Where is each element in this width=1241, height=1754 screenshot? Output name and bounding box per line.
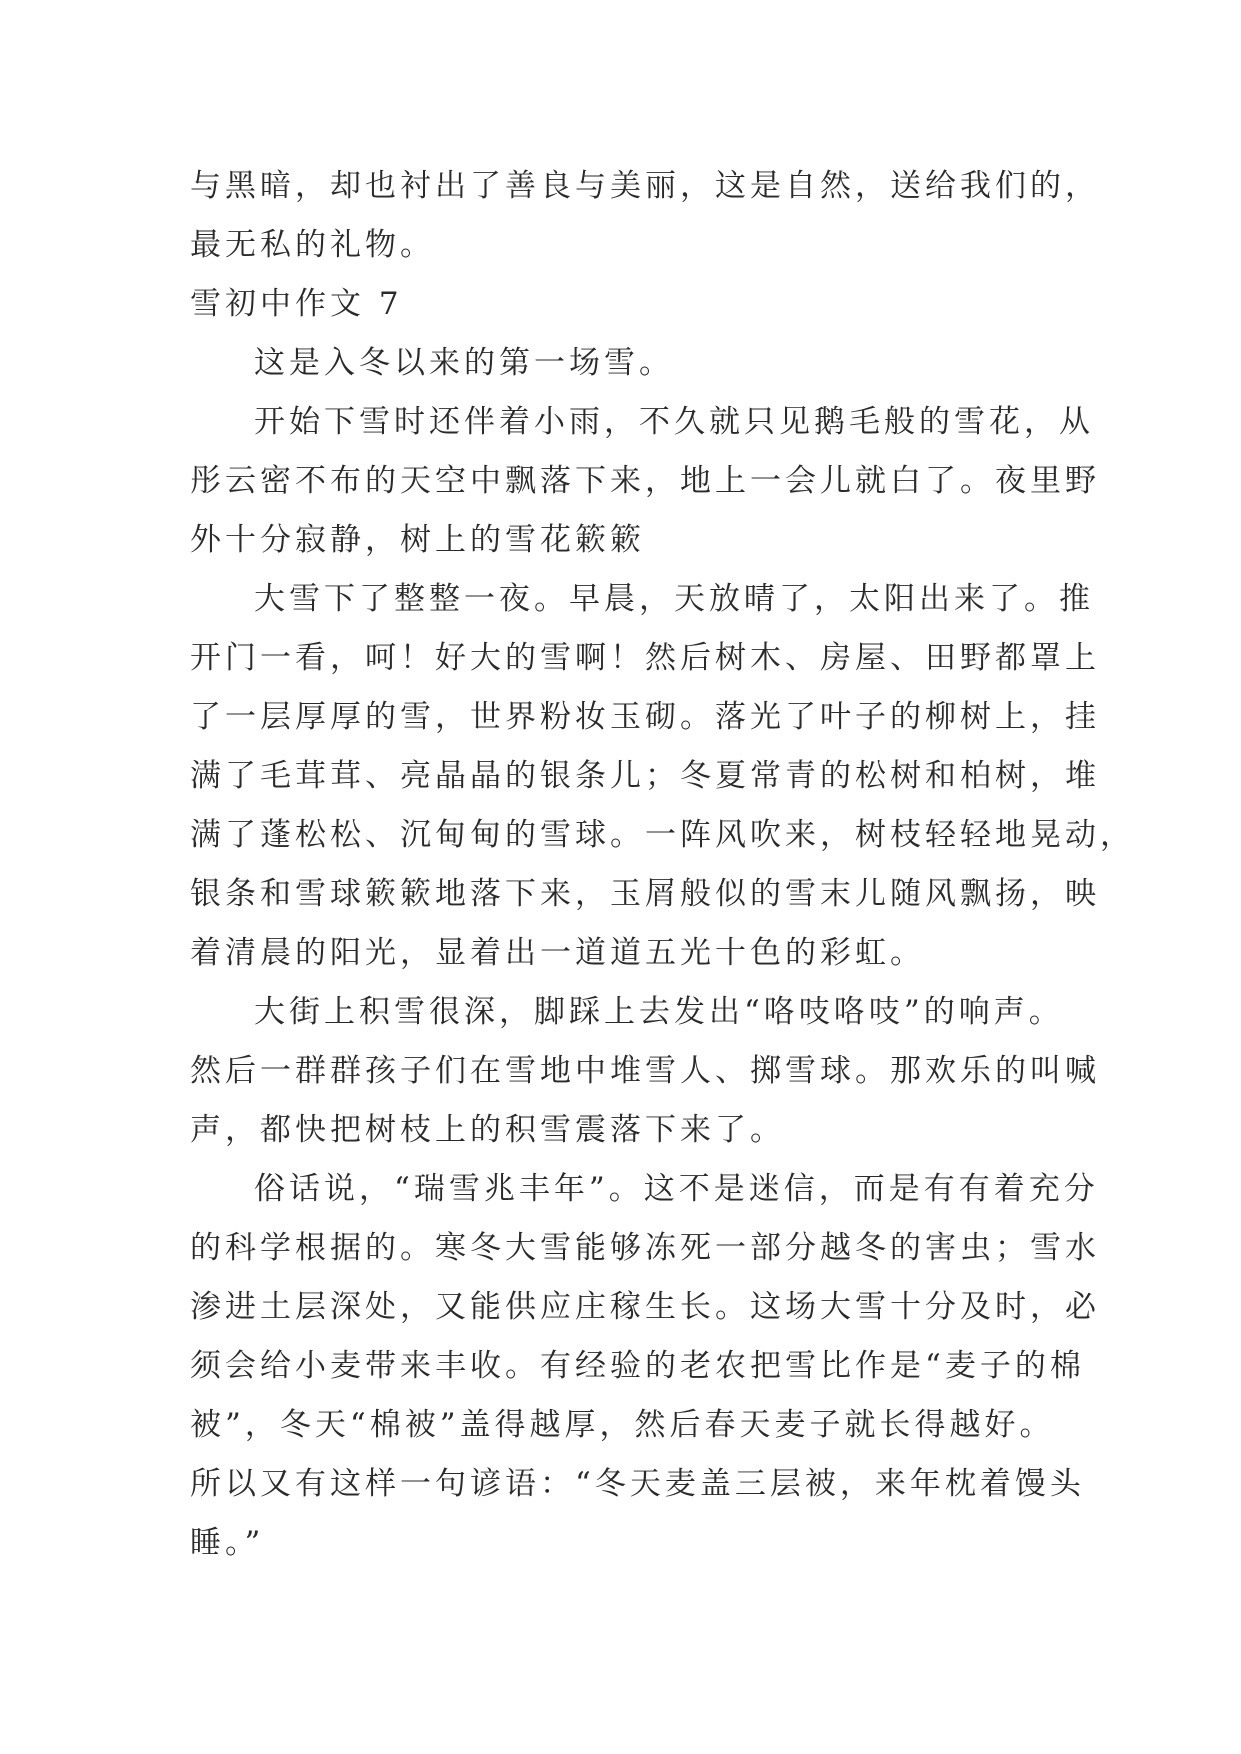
text-line: 着清晨的阳光，显着出一道道五光十色的彩虹。	[190, 935, 925, 971]
text-line: 被”，冬天“棉被”盖得越厚，然后春天麦子就长得越好。	[190, 1407, 1055, 1443]
text-line: 声，都快把树枝上的积雪震落下来了。	[190, 1112, 785, 1148]
text-line: 了一层厚厚的雪，世界粉妆玉砌。落光了叶子的柳树上，挂	[190, 699, 1100, 735]
text-line: 然后一群群孩子们在雪地中堆雪人、掷雪球。那欢乐的叫喊	[190, 1053, 1100, 1089]
text-line: 最无私的礼物。	[190, 227, 435, 263]
paragraph-start: 大街上积雪很深，脚踩上去发出“咯吱咯吱”的响声。	[254, 994, 1064, 1030]
text-line: 银条和雪球簌簌地落下来，玉屑般似的雪末儿随风飘扬，映	[190, 876, 1100, 912]
section-heading: 雪初中作文 7	[190, 286, 403, 322]
text-line: 满了蓬松松、沉甸甸的雪球。一阵风吹来，树枝轻轻地晃动，	[190, 817, 1135, 853]
text-line: 所以又有这样一句谚语：“冬天麦盖三层被，来年枕着馒头	[190, 1466, 1085, 1502]
text-line: 渗进土层深处，又能供应庄稼生长。这场大雪十分及时，必	[190, 1289, 1100, 1325]
text-line: 睡。”	[190, 1525, 265, 1561]
text-line: 彤云密不布的天空中飘落下来，地上一会儿就白了。夜里野	[190, 463, 1100, 499]
text-line: 与黑暗，却也衬出了善良与美丽，这是自然，送给我们的，	[190, 168, 1100, 204]
paragraph-start: 俗话说，“瑞雪兆丰年”。这不是迷信，而是有有着充分	[254, 1171, 1099, 1207]
text-line: 外十分寂静，树上的雪花簌簌	[190, 522, 645, 558]
paragraph-start: 这是入冬以来的第一场雪。	[254, 345, 674, 381]
paragraph-start: 大雪下了整整一夜。早晨，天放晴了，太阳出来了。推	[254, 581, 1094, 617]
text-line: 的科学根据的。寒冬大雪能够冻死一部分越冬的害虫；雪水	[190, 1230, 1100, 1266]
text-line: 满了毛茸茸、亮晶晶的银条儿；冬夏常青的松树和柏树，堆	[190, 758, 1100, 794]
text-line: 开门一看，呵！好大的雪啊！然后树木、房屋、田野都罩上	[190, 640, 1100, 676]
text-line: 须会给小麦带来丰收。有经验的老农把雪比作是“麦子的棉	[190, 1348, 1085, 1384]
paragraph-start: 开始下雪时还伴着小雨，不久就只见鹅毛般的雪花，从	[254, 404, 1094, 440]
